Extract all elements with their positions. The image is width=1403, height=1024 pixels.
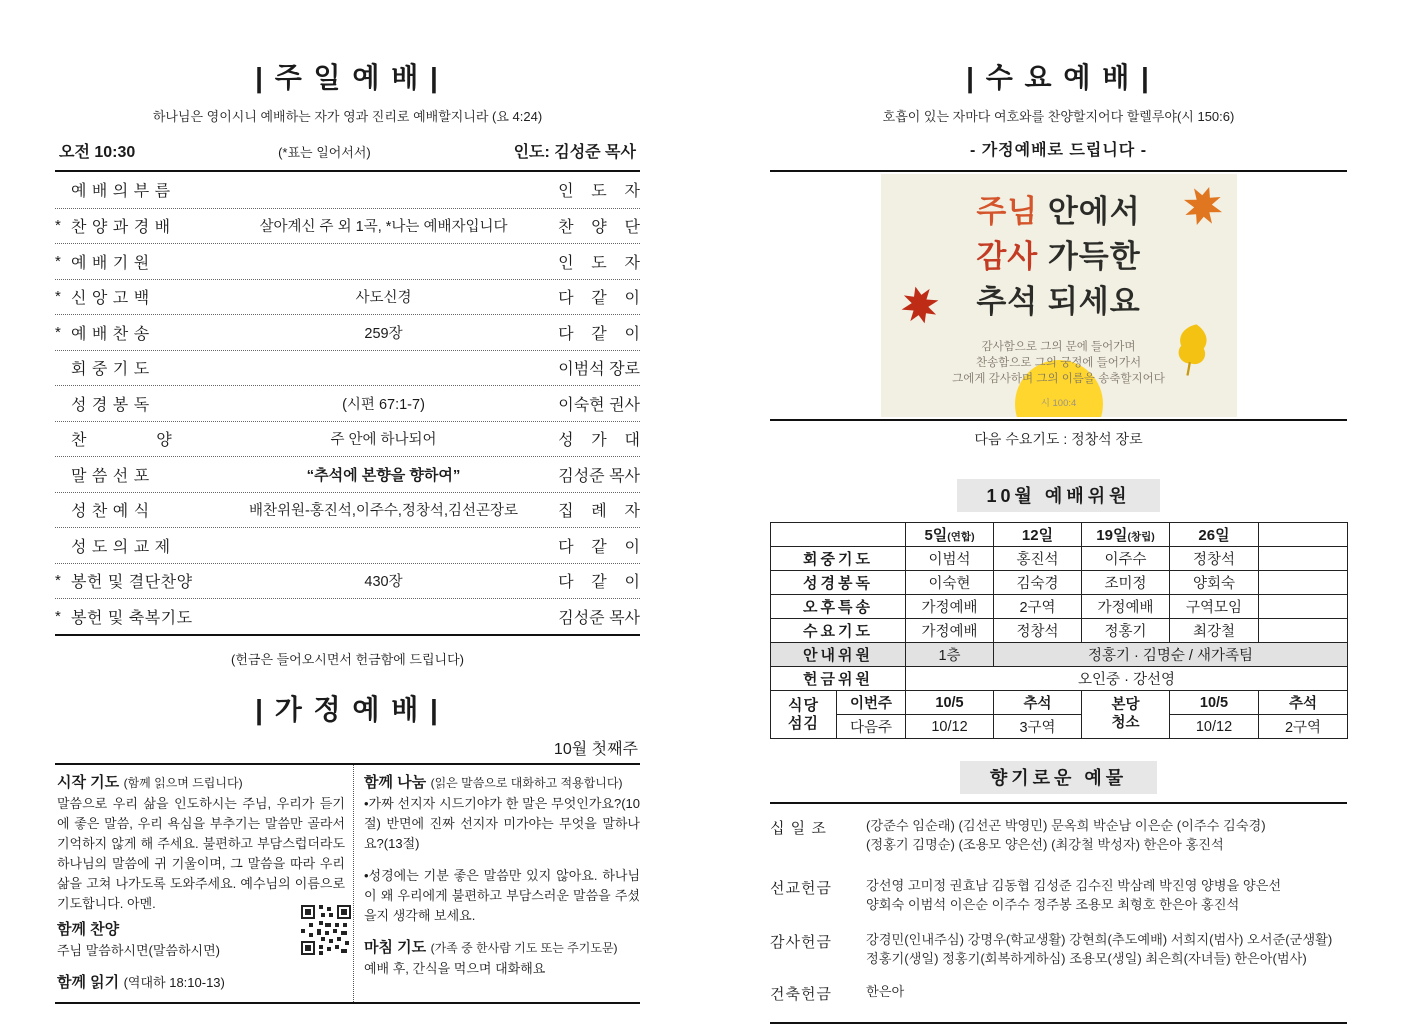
order-item: 회 중 기 도 bbox=[71, 361, 150, 379]
standing-marker: * bbox=[55, 607, 61, 625]
cell: 홍진석 bbox=[994, 547, 1082, 571]
order-item: 성 경 봉 독 bbox=[71, 396, 150, 414]
table-row bbox=[771, 619, 1348, 643]
offering-names: 한은아 bbox=[866, 984, 905, 999]
closing-prayer-heading: 마침 기도 bbox=[364, 939, 427, 957]
order-detail: 사도신경 bbox=[355, 290, 412, 307]
cell: 가정예배 bbox=[906, 619, 994, 643]
meal-row-next-week bbox=[771, 715, 1348, 739]
order-by: 김성준 목사 bbox=[558, 467, 640, 485]
table-row bbox=[771, 547, 1348, 571]
order-by: 다 같 이 bbox=[558, 290, 640, 308]
row-label: 수요기도 bbox=[771, 619, 906, 643]
offering-item-tithe bbox=[770, 816, 1347, 854]
cell bbox=[1259, 595, 1348, 619]
qr-code bbox=[301, 905, 351, 955]
wednesday-worship-page bbox=[770, 56, 1347, 1024]
cell: 이주수 bbox=[1082, 547, 1170, 571]
cell: 정홍기 · 김명순 / 새가족팀 bbox=[994, 643, 1348, 667]
committee-heading: 10월 예배위원 bbox=[957, 479, 1161, 512]
table-row bbox=[771, 595, 1348, 619]
family-guide-right-column bbox=[353, 765, 640, 1002]
table-header-row bbox=[771, 523, 1348, 547]
cell: 2구역 bbox=[1259, 715, 1348, 739]
row-label: 성경봉독 bbox=[771, 571, 906, 595]
cell: 10/12 bbox=[906, 715, 994, 739]
order-by: 이숙현 권사 bbox=[558, 396, 640, 414]
cell: 이숙현 bbox=[906, 571, 994, 595]
card-text bbox=[881, 174, 1237, 409]
offering-names: 강선영 고미정 권효남 김동협 김성준 김수진 박삼례 박진영 양병을 양은선 양회숙 이범석 이은순 이주수 정주봉 조용모 최형호 한은아 홍진석 bbox=[866, 878, 1282, 912]
home-worship-notice: - 가정예배로 드립니다 - bbox=[969, 142, 1148, 159]
family-week-label: 10월 첫째주 bbox=[553, 740, 638, 758]
reading-heading: 함께 읽기 bbox=[57, 974, 120, 992]
fund-committee-row bbox=[771, 667, 1348, 691]
share-question-1: •가짜 선지자 시드기야가 한 말은 무엇인가요?(10절) 반면에 진짜 선지자 미가야는 무엇을 말하나요?(13절) bbox=[364, 795, 640, 851]
divider bbox=[770, 170, 1347, 172]
offering-label: 감사헌금 bbox=[770, 934, 832, 951]
order-row bbox=[55, 350, 640, 386]
order-detail: 배찬위원-홍진석,이주수,정창석,김선곤장로 bbox=[248, 503, 519, 520]
order-detail: 430장 bbox=[364, 574, 403, 591]
cell: 최강철 bbox=[1170, 619, 1259, 643]
cell: 조미정 bbox=[1082, 571, 1170, 595]
service-info-row bbox=[55, 139, 640, 162]
family-guide-left-column bbox=[55, 765, 353, 1002]
cell: 10/5 bbox=[1170, 691, 1259, 715]
offering-item-thanksgiving bbox=[770, 930, 1347, 968]
order-item: 신 앙 고 백 bbox=[71, 290, 150, 308]
sunday-worship-page bbox=[55, 56, 640, 1004]
order-row bbox=[55, 385, 640, 421]
order-by: 김성준 목사 bbox=[558, 609, 640, 627]
cell: 3구역 bbox=[994, 715, 1082, 739]
order-by: 인 도 자 bbox=[558, 254, 640, 272]
order-item: 성 찬 예 식 bbox=[71, 503, 150, 521]
card-line1-accent: 주님 bbox=[976, 194, 1048, 229]
cell: 정홍기 bbox=[1082, 619, 1170, 643]
cell: 정창석 bbox=[1170, 547, 1259, 571]
cell: 가정예배 bbox=[1082, 595, 1170, 619]
guide-committee-row bbox=[771, 643, 1348, 667]
date-header: 5일(연합) bbox=[906, 523, 994, 547]
order-by: 찬 양 단 bbox=[558, 219, 640, 237]
order-by: 집 례 자 bbox=[558, 503, 640, 521]
order-row bbox=[55, 421, 640, 457]
service-leader: 인도: 김성준 목사 bbox=[513, 144, 636, 161]
card-verse-reference: 시 100:4 bbox=[1040, 397, 1077, 409]
order-by: 다 같 이 bbox=[558, 574, 640, 592]
card-verse-line1: 감사함으로 그의 문에 들어가며 bbox=[981, 340, 1136, 353]
praise-heading: 함께 찬양 bbox=[57, 921, 120, 939]
week-label: 다음주 bbox=[837, 715, 906, 739]
start-prayer-body: 말씀으로 우리 삶을 인도하시는 주님, 우리가 듣기에 좋은 말씀, 우리 욕심을 부추기는 말씀만 골라서 기억하지 않게 해 주세요. 불편하고 부담스럽더라도 하나님의 말씀에 귀 기울이며, 그 말씀을 따라 우리 삶을 고쳐 나가도록 도와주세요. 예수님의 이름으로 기도합니다. 아멘. bbox=[57, 795, 345, 912]
order-row bbox=[55, 598, 640, 634]
cell bbox=[1259, 571, 1348, 595]
family-worship-title: | 가 정 예 배 | bbox=[255, 693, 440, 725]
start-prayer-note: (함께 읽으며 드립니다) bbox=[123, 775, 243, 790]
order-detail: (시편 67:1-7) bbox=[342, 396, 425, 413]
closing-prayer-note: (가족 중 한사람 기도 또는 주기도문) bbox=[430, 941, 618, 956]
date-header: 12일 bbox=[994, 523, 1082, 547]
table-row bbox=[771, 571, 1348, 595]
card-line2-rest: 가득한 bbox=[1047, 238, 1141, 274]
order-item: 말 씀 선 포 bbox=[71, 467, 150, 485]
date-header bbox=[1259, 523, 1348, 547]
order-item: 예 배 찬 송 bbox=[71, 325, 150, 343]
order-item: 찬 양 bbox=[71, 432, 173, 450]
share-note: (읽은 말씀으로 대화하고 적용합니다) bbox=[430, 775, 623, 790]
share-heading: 함께 나눔 bbox=[364, 773, 427, 791]
order-by: 다 같 이 bbox=[558, 538, 640, 556]
standing-marker: * bbox=[55, 252, 61, 270]
order-by: 이범석 장로 bbox=[558, 361, 640, 379]
card-line-3: 추석 되세요 bbox=[976, 283, 1141, 319]
order-item: 찬 양 과 경 배 bbox=[71, 219, 171, 237]
order-detail: 259장 bbox=[364, 325, 403, 342]
family-worship-guide bbox=[55, 763, 640, 1004]
offering-item-mission bbox=[770, 876, 1347, 914]
standing-marker: * bbox=[55, 572, 61, 590]
cell: 구역모임 bbox=[1170, 595, 1259, 619]
cell: 이범석 bbox=[906, 547, 994, 571]
offering-label: 건축헌금 bbox=[770, 986, 832, 1003]
cell: 양회숙 bbox=[1170, 571, 1259, 595]
order-item: 봉헌 및 결단찬양 bbox=[71, 574, 193, 592]
worship-committee-table bbox=[770, 522, 1348, 739]
offering-note: (헌금은 들어오시면서 헌금함에 드립니다) bbox=[231, 651, 464, 667]
order-detail: 주 안에 하나되어 bbox=[330, 432, 437, 449]
sunday-worship-title: | 주 일 예 배 | bbox=[255, 62, 440, 93]
card-line2-accent: 감사 bbox=[976, 238, 1048, 274]
cell: 10/12 bbox=[1170, 715, 1259, 739]
order-item: 봉헌 및 축복기도 bbox=[71, 609, 193, 627]
offering-label: 십 일 조 bbox=[770, 820, 827, 837]
order-row-sermon bbox=[55, 456, 640, 492]
offering-names: 강경민(인내주심) 강명우(학교생활) 강현희(추도예배) 서희지(범사) 오서준(군생활) 정홍기(생일) 정홍기(회복하게하심) 조용모(생일) 최은희(자녀들) 한은아(범사) bbox=[866, 932, 1333, 966]
offering-label: 선교헌금 bbox=[770, 880, 832, 897]
order-row bbox=[55, 314, 640, 350]
cleaning-cell: 본당 청소 bbox=[1082, 691, 1170, 739]
meal-label: 식당 섬김 bbox=[771, 691, 837, 739]
chuseok-greeting-image bbox=[881, 174, 1237, 417]
wednesday-worship-title: | 수 요 예 배 | bbox=[966, 62, 1151, 93]
row-label: 회중기도 bbox=[771, 547, 906, 571]
sermon-title: “추석에 본향을 향하여” bbox=[306, 466, 461, 484]
order-item: 예 배 의 부 름 bbox=[71, 183, 171, 201]
date-header: 26일 bbox=[1170, 523, 1259, 547]
standing-marker: * bbox=[55, 288, 61, 306]
order-row bbox=[55, 243, 640, 279]
card-verse bbox=[881, 339, 1237, 387]
offerings-heading: 향기로운 예물 bbox=[960, 761, 1157, 794]
date-header: 19일(창립) bbox=[1082, 523, 1170, 547]
meal-row-this-week bbox=[771, 691, 1348, 715]
service-time: 오전 10:30 bbox=[59, 144, 136, 161]
order-detail: 살아계신 주 외 1곡, *나는 예배자입니다 bbox=[259, 219, 508, 236]
order-row bbox=[55, 527, 640, 563]
next-wednesday-prayer: 다음 수요기도 : 정창석 장로 bbox=[974, 431, 1143, 447]
order-row bbox=[55, 563, 640, 599]
row-label: 오후특송 bbox=[771, 595, 906, 619]
wednesday-verse: 호흡이 있는 자마다 여호와를 찬양할지어다 할렐루야(시 150:6) bbox=[882, 109, 1235, 124]
offering-names: (강준수 임순래) (김선곤 박영민) 문옥희 박순남 이은순 (이주수 김숙경) (정홍기 김명순) (조용모 양은선) (최강철 박성자) 한은아 홍진석 bbox=[866, 818, 1266, 852]
corner-cell bbox=[771, 523, 906, 547]
card-line-2 bbox=[881, 235, 1237, 280]
order-item: 예 배 기 원 bbox=[71, 254, 150, 272]
praise-song: 주님 말씀하시면(말씀하시면) bbox=[57, 943, 220, 959]
cell: 10/5 bbox=[906, 691, 994, 715]
cell: 정창석 bbox=[994, 619, 1082, 643]
order-by: 다 같 이 bbox=[558, 325, 640, 343]
cell bbox=[1259, 619, 1348, 643]
order-row bbox=[55, 172, 640, 208]
cell: 1층 bbox=[906, 643, 994, 667]
card-verse-line2: 찬송함으로 그의 궁정에 들어가서 bbox=[975, 356, 1142, 369]
start-prayer-heading: 시작 기도 bbox=[57, 773, 120, 791]
card-line1-rest: 안에서 bbox=[1047, 194, 1141, 229]
standing-marker: * bbox=[55, 323, 61, 341]
order-item: 성 도 의 교 제 bbox=[71, 538, 171, 556]
cell: 오인중 · 강선영 bbox=[906, 667, 1348, 691]
cell: 추석 bbox=[1259, 691, 1348, 715]
order-row bbox=[55, 279, 640, 315]
row-label: 안내위원 bbox=[771, 643, 906, 667]
row-label: 헌금위원 bbox=[771, 667, 906, 691]
sunday-verse: 하나님은 영이시니 예배하는 자가 영과 진리로 예배할지니라 (요 4:24) bbox=[152, 109, 543, 124]
offerings-list bbox=[770, 816, 1347, 1004]
order-row bbox=[55, 492, 640, 528]
standing-marker: * bbox=[55, 217, 61, 235]
card-line-1 bbox=[881, 190, 1237, 235]
cell bbox=[1259, 547, 1348, 571]
cell: 김숙경 bbox=[994, 571, 1082, 595]
week-label: 이번주 bbox=[837, 691, 906, 715]
order-by: 성 가 대 bbox=[558, 432, 640, 450]
divider bbox=[770, 802, 1347, 804]
reading-reference: (역대하 18:10-13) bbox=[123, 975, 225, 991]
offering-item-building bbox=[770, 982, 1347, 1004]
order-by: 인 도 자 bbox=[558, 183, 640, 201]
cell: 추석 bbox=[994, 691, 1082, 715]
order-of-worship bbox=[55, 170, 640, 636]
order-row bbox=[55, 208, 640, 244]
divider bbox=[770, 419, 1347, 421]
card-verse-line3: 그에게 감사하며 그의 이름을 송축할지어다 bbox=[952, 372, 1165, 385]
cell: 가정예배 bbox=[906, 595, 994, 619]
share-question-2: •성경에는 기분 좋은 말씀만 있지 않아요. 하나님이 왜 우리에게 불편하고 부담스러운 말씀을 주셨을지 생각해 보세요. bbox=[364, 867, 640, 924]
standing-note: (*표는 일어서서) bbox=[278, 145, 371, 160]
closing-body: 예배 후, 간식을 먹으며 대화해요 bbox=[364, 961, 546, 977]
cell: 2구역 bbox=[994, 595, 1082, 619]
